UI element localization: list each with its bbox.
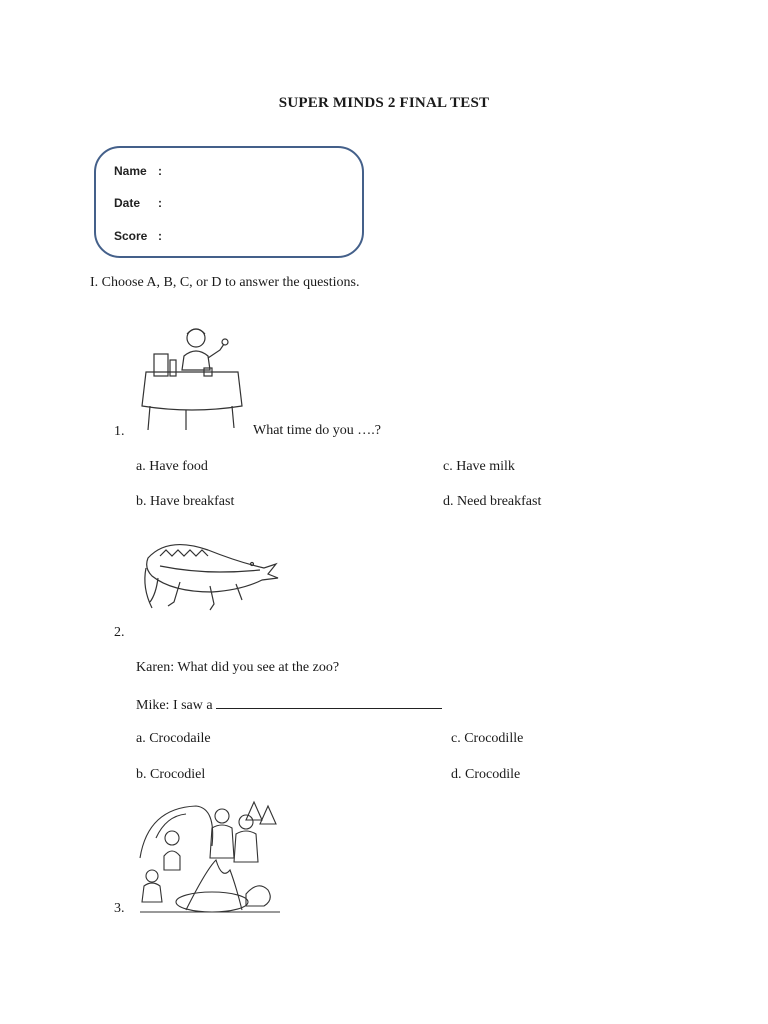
name-label: Name — [114, 164, 147, 178]
q2-option-d: d. Crocodile — [451, 767, 521, 782]
name-row — [114, 164, 162, 178]
q1-option-a: a. Have food — [136, 459, 208, 474]
breakfast-table-illustration — [136, 320, 246, 435]
q2-option-b: b. Crocodiel — [136, 767, 206, 782]
score-label: Score — [114, 229, 148, 243]
student-info-box — [94, 146, 364, 258]
crocodile-illustration — [140, 528, 280, 623]
q2-option-a: a. Crocodaile — [136, 731, 211, 746]
q2-mike-text: Mike: I saw a — [136, 698, 213, 713]
q1-option-d: d. Need breakfast — [443, 494, 542, 509]
score-colon: : — [158, 229, 162, 243]
q1-number: 1. — [114, 424, 125, 439]
q2-option-c: c. Crocodille — [451, 731, 524, 746]
page-title: SUPER MINDS 2 FINAL TEST — [278, 95, 490, 111]
camping-campfire-illustration — [136, 798, 281, 916]
q2-mike-line — [136, 696, 442, 714]
date-colon: : — [158, 196, 162, 210]
date-label: Date — [114, 196, 141, 210]
q2-number: 2. — [114, 625, 125, 640]
name-colon: : — [158, 164, 162, 178]
section-instructions: I. Choose A, B, C, or D to answer the questions. — [90, 275, 360, 290]
q2-karen-line: Karen: What did you see at the zoo? — [136, 660, 340, 675]
score-row — [114, 229, 162, 243]
q1-option-b: b. Have breakfast — [136, 494, 235, 509]
q1-option-c: c. Have milk — [443, 459, 515, 474]
q1-question: What time do you ….? — [253, 423, 381, 438]
date-row — [114, 196, 162, 210]
answer-blank — [216, 696, 442, 709]
q3-number: 3. — [114, 901, 125, 916]
